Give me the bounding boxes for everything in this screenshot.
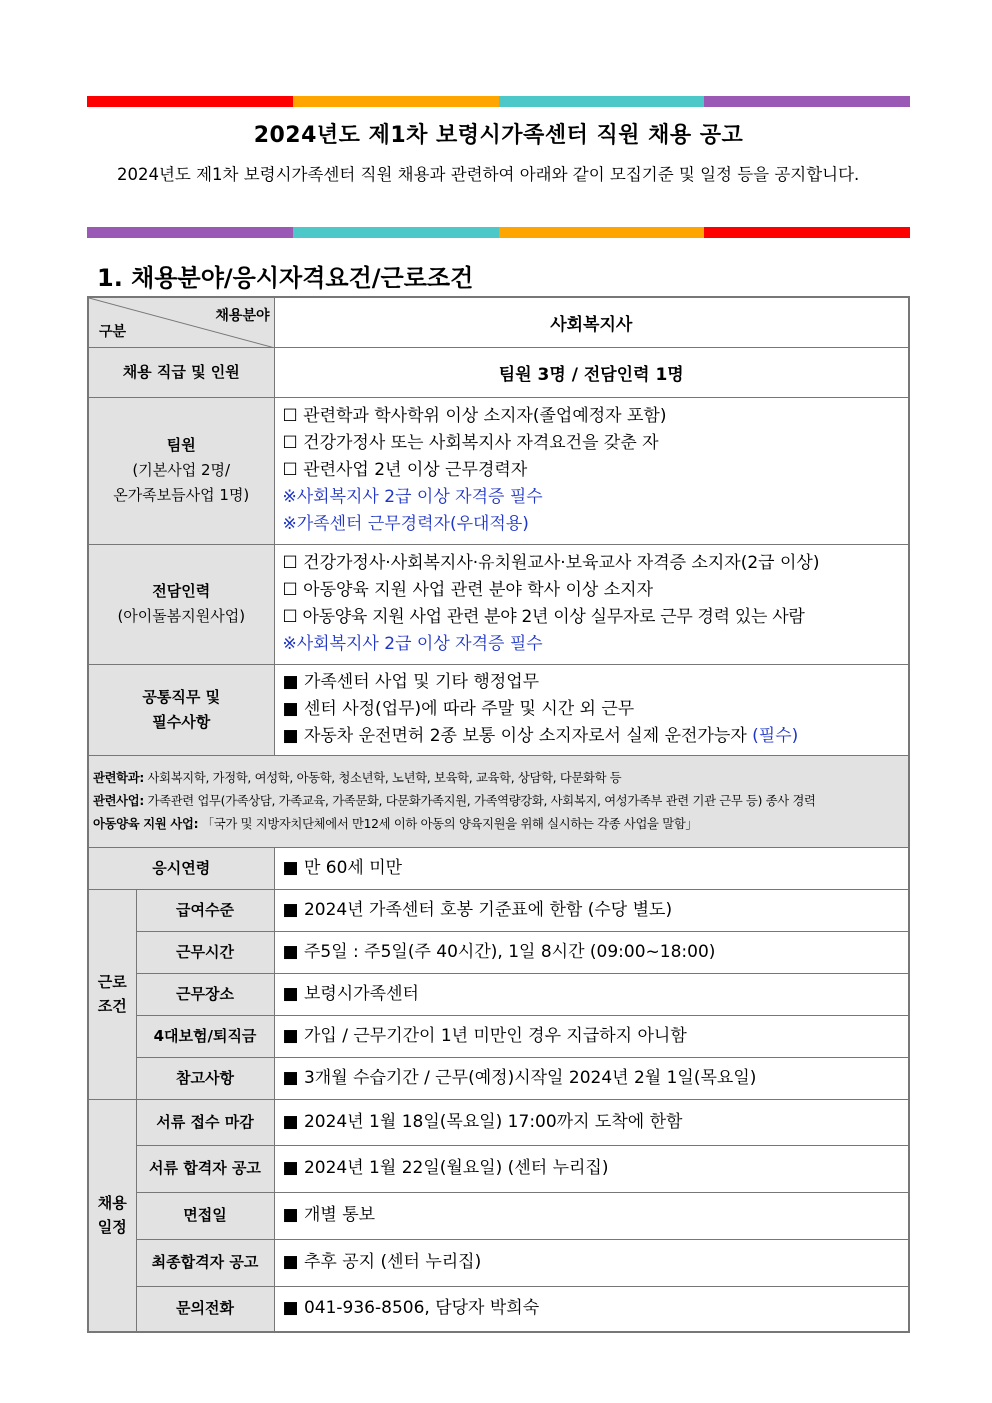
schedule-row-value: ■ 개별 통보: [274, 1192, 909, 1239]
team-label-cell: [88, 397, 274, 544]
team-item: ☐ 건강가정사 또는 사회복지사 자격요건을 갖춘 자: [282, 433, 659, 453]
header-diagonal-cell: [88, 297, 274, 347]
note-business: [93, 790, 904, 813]
work-row-label: 4대보험/퇴직금: [136, 1015, 274, 1057]
schedule-row-label: 문의전화: [136, 1286, 274, 1332]
dedicated-item: ☐ 아동양육 지원 사업 관련 분야 2년 이상 실무자로 근무 경력 있는 사람: [282, 607, 805, 627]
bottom-color-stripe: [87, 227, 910, 238]
dedicated-label-cell: [88, 544, 274, 664]
schedule-group-label: [88, 1099, 136, 1332]
schedule-group-label-2: 일정: [97, 1218, 127, 1237]
common-label-cell: [88, 664, 274, 755]
note-business-label: 관련사업:: [93, 793, 144, 808]
team-item: ☐ 관련학과 학사학위 이상 소지자(졸업예정자 포함): [282, 406, 667, 426]
note-major-label: 관련학과:: [93, 770, 144, 785]
common-label-2: 필수사항: [152, 712, 211, 731]
dedicated-requirements: [274, 544, 909, 664]
work-row-value: ■ 2024년 가족센터 호봉 기준표에 한함 (수당 별도): [274, 889, 909, 931]
team-item: ☐ 관련사업 2년 이상 근무경력자: [282, 460, 528, 480]
dedicated-label: 전담인력: [152, 582, 211, 600]
common-item: ■ 가족센터 사업 및 기타 행정업무: [282, 672, 540, 692]
schedule-row-value: ■ 추후 공지 (센터 누리집): [274, 1239, 909, 1286]
team-label: 팀원: [166, 436, 196, 454]
top-color-stripe: [87, 96, 910, 107]
team-sub2: 온가족보듬사업 1명): [113, 486, 250, 504]
work-group-label-2: 조건: [97, 997, 127, 1015]
page-title: 2024년도 제1차 보령시가족센터 직원 채용 공고: [253, 123, 744, 148]
dedicated-item: ☐ 아동양육 지원 사업 관련 분야 학사 이상 소지자: [282, 580, 653, 600]
age-label: 응시연령: [88, 847, 274, 889]
note-childcare-label: 아동양육 지원 사업:: [93, 816, 199, 831]
work-row-label: 근무장소: [136, 973, 274, 1015]
team-note: ※사회복지사 2급 이상 자격증 필수: [282, 487, 543, 507]
dedicated-item: ☐ 건강가정사·사회복지사·유치원교사·보육교사 자격증 소지자(2급 이상): [282, 553, 820, 573]
recruitment-table: [87, 296, 910, 1333]
team-note: ※가족센터 근무경력자(우대적용): [282, 514, 529, 534]
schedule-group-label-1: 채용: [97, 1194, 127, 1213]
work-row-label: 근무시간: [136, 931, 274, 973]
notes-cell: [88, 755, 909, 847]
note-major: [93, 767, 904, 790]
dedicated-sub: (아이돌봄지원사업): [117, 607, 246, 625]
work-group-label-1: 근로: [97, 973, 127, 991]
work-row-label: 급여수준: [136, 889, 274, 931]
team-sub1: (기본사업 2명/: [132, 461, 231, 479]
common-requirements: [274, 664, 909, 755]
work-row-value: ■ 주5일 : 주5일(주 40시간), 1일 8시간 (09:00~18:00): [274, 931, 909, 973]
header-field-label: 채용분야: [215, 308, 270, 324]
required-note: (필수): [752, 726, 799, 746]
schedule-row-label: 면접일: [136, 1192, 274, 1239]
common-item-3: ■ 자동차 운전면허 2종 보통 이상 소지자로서 실제 운전가능자: [282, 726, 747, 746]
positions-label: 채용 직급 및 인원: [88, 347, 274, 397]
common-item: ■ 센터 사정(업무)에 따라 주말 및 시간 외 근무: [282, 699, 635, 719]
work-row-label: 참고사항: [136, 1057, 274, 1099]
note-business-text: 가족관련 업무(가족상담, 가족교육, 가족문화, 다문화가족지원, 가족역량강화, 사회복지, 여성가족부 관련 기관 근무 등) 종사 경력: [147, 793, 816, 808]
common-label-1: 공통직무 및: [142, 687, 221, 706]
positions-value: 팀원 3명 / 전담인력 1명: [274, 347, 909, 397]
schedule-row-label: 최종합격자 공고: [136, 1239, 274, 1286]
field-name: 사회복지사: [274, 297, 909, 347]
schedule-row-label: 서류 합격자 공고: [136, 1145, 274, 1192]
note-childcare-text: 「국가 및 지방자치단체에서 만12세 이하 아동의 양육지원을 위해 실시하는 각종 사업을 말함」: [201, 816, 698, 831]
work-group-label: [88, 889, 136, 1099]
work-row-value: ■ 3개월 수습기간 / 근무(예정)시작일 2024년 2월 1일(목요일): [274, 1057, 909, 1099]
team-requirements: [274, 397, 909, 544]
section-heading: 1. 채용분야/응시자격요건/근로조건: [97, 264, 474, 292]
common-item: [283, 723, 909, 750]
schedule-row-value: ■ 041-936-8506, 담당자 박희숙: [274, 1286, 909, 1332]
note-childcare: [93, 813, 904, 836]
work-row-value: ■ 가입 / 근무기간이 1년 미만인 경우 지급하지 아니함: [274, 1015, 909, 1057]
schedule-row-value: ■ 2024년 1월 22일(월요일) (센터 누리집): [274, 1145, 909, 1192]
work-row-value: ■ 보령시가족센터: [274, 973, 909, 1015]
header-category-label: 구분: [99, 323, 127, 340]
dedicated-note: ※사회복지사 2급 이상 자격증 필수: [282, 634, 543, 654]
age-value: ■ 만 60세 미만: [274, 847, 909, 889]
intro-paragraph: 2024년도 제1차 보령시가족센터 직원 채용과 관련하여 아래와 같이 모집기준 및 일정 등을 공지합니다.: [117, 165, 860, 184]
schedule-row-value: ■ 2024년 1월 18일(목요일) 17:00까지 도착에 한함: [274, 1099, 909, 1145]
schedule-row-label: 서류 접수 마감: [136, 1099, 274, 1145]
note-major-text: 사회복지학, 가정학, 여성학, 아동학, 청소년학, 노년학, 보육학, 교육학, 상담학, 다문화학 등: [147, 770, 622, 785]
